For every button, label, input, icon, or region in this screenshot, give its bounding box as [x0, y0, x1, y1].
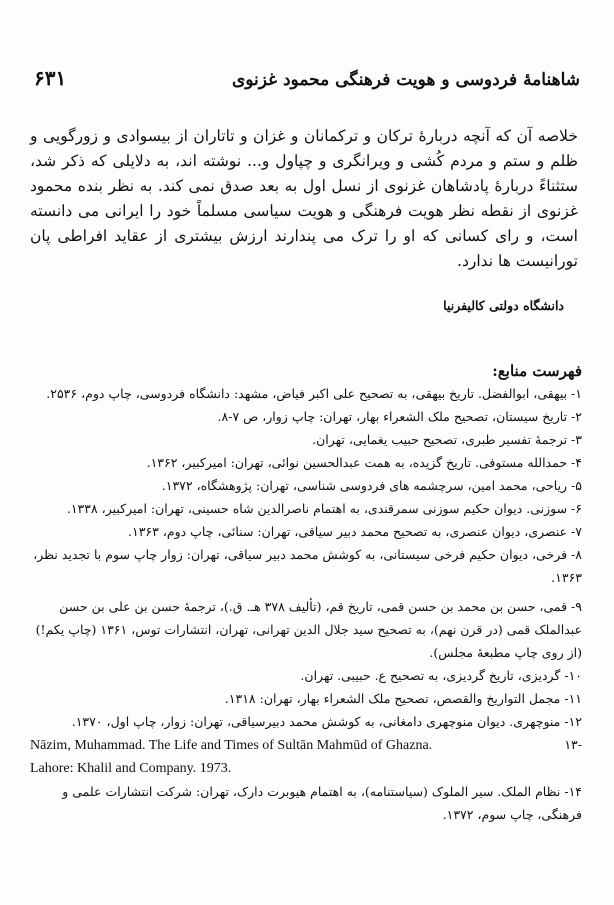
reference-latin-line2: Lahore: Khalil and Company. 1973.	[30, 761, 232, 776]
reference-item: ۶- سوزنی. دیوان حکیم سوزنی سمرقندی، به اهتمام ناصرالدین شاه حسینی، تهران: امیرکبیر، ۱۳۳۸.	[66, 501, 582, 516]
reference-number: -۱۳	[564, 737, 582, 752]
reference-item: ۹- قمی، حسن بن محمد بن حسن قمی، تاریخ قم، (تألیف ۳۷۸ هـ. ق.)، ترجمهٔ حسن بن علی بن حسن عبدالملک قمی (در قرن نهم)، به تصحیح سید جلال الدین تهرانی، تهران، انتشارات توس، ۱۳۶۱ (چاپ یکم!) (از روی چاپ مطبعهٔ مجلس).	[35, 599, 582, 660]
author-affiliation: دانشگاه دولتی کالیفرنیا	[443, 298, 564, 313]
reference-item: ۱۴- نظام الملک. سیر الملوک (سیاستنامه)، به اهتمام هیوبرت دارک، تهران: شرکت انتشارات علمی و فرهنگی، چاپ سوم، ۱۳۷۲.	[62, 784, 582, 822]
reference-item: ۵- ریاحی، محمد امین، سرچشمه های فردوسی شناسی، تهران: پژوهشگاه، ۱۳۷۲.	[161, 478, 582, 493]
reference-item-latin	[30, 733, 582, 757]
reference-item: ۲- تاریخ سیستان، تصحیح ملک الشعراء بهار، تهران: چاپ زوار، ص ۷-۸.	[217, 409, 582, 424]
reference-item: ۱۰- گردیزی، تاریخ گردیزی، به تصحیح ع. حبیبی. تهران.	[300, 668, 582, 683]
reference-item: ۷- عنصری، دیوان عنصری، به تصحیح محمد دبیر سیاقی، تهران: سنائی، چاپ دوم، ۱۳۶۳.	[128, 524, 582, 539]
references-title: فهرست منابع:	[492, 362, 582, 380]
page-number: ۶۳۱	[34, 66, 67, 90]
reference-item: ۱- بیهقی، ابوالفضل. تاریخ بیهقی، به تصحیح علی اکبر فیاض، مشهد: دانشگاه فردوسی، چاپ دوم، ۲۵۳۶.	[46, 386, 582, 401]
running-title: شاهنامهٔ فردوسی و هویت فرهنگی محمود غزنوی	[231, 70, 580, 90]
references-list	[30, 382, 582, 826]
body-paragraph: خلاصه آن که آنچه دربارهٔ ترکان و ترکمانان و غزان و تاتاران از بیسوادی و زورگویی و ظلم و ستم و مردم کُشی و ویرانگری و چپاول و... نوشته اند، به دلایلی که ذکر شد، ستثناءً دربارهٔ پادشاهان غزنوی از نسل اول به بعد صدق نمی کند. به نظر بنده محمود غزنوی از نقطه نظر هویت فرهنگی و هویت سیاسی مسلماً خود را ایرانی می دانسته است، و رای کسانی که او را ترک می پندارند ارزش بیشتری از عقاید افراطی پان تورانیست ها ندارد.	[30, 126, 578, 270]
reference-item: ۸- فرخی، دیوان حکیم فرخی سیستانی، به کوشش محمد دبیر سیاقی، تهران: زوار چاپ سوم با تجدید نظر، ۱۳۶۳.	[33, 547, 582, 585]
page-header	[34, 58, 580, 90]
reference-item: ۱۱- مجمل التواریخ والقصص، تصحیح ملک الشعراء بهار، تهران: ۱۳۱۸.	[224, 691, 582, 706]
reference-item: ۳- ترجمهٔ تفسیر طبری، تصحیح حبیب یغمایی، تهران.	[312, 432, 582, 447]
reference-latin-line1: Nāzim, Muhammad. The Life and Times of Sultān Mahmūd of Ghazna.	[30, 738, 433, 753]
reference-item: ۱۲- منوچهری. دیوان منوچهری دامغانی، به کوشش محمد دبیرسیاقی، تهران: زوار، چاپ اول، ۱۳۷۰.	[71, 714, 582, 729]
reference-item: ۴- حمدالله مستوفی. تاریخ گزیده، به همت عبدالحسین نوائی، تهران: امیرکبیر، ۱۳۶۲.	[146, 455, 582, 470]
